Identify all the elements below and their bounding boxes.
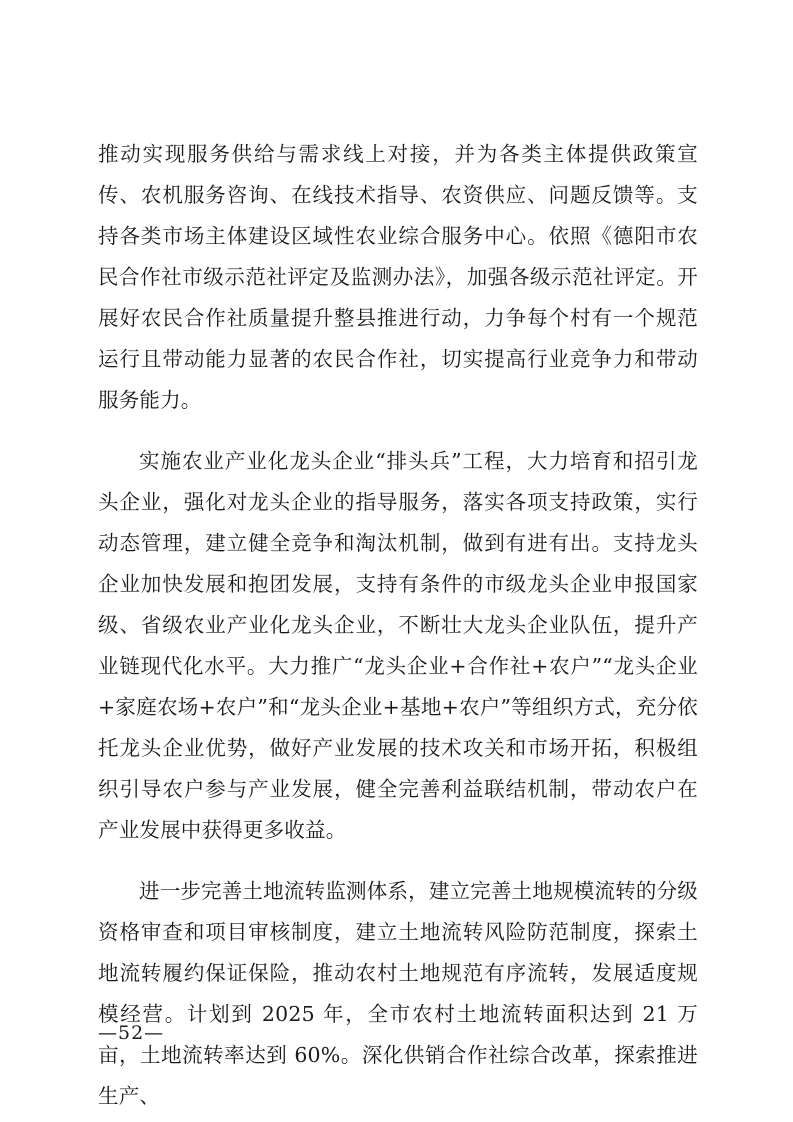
body-paragraph-1: 推动实现服务供给与需求线上对接，并为各类主体提供政策宣传、农机服务咨询、在线技术指导、农资供应、问题反馈等。支持各类市场主体建设区域性农业综合服务中心。依照《德阳市农民合作社市级示范社评定及监测办法》，加强各级示范社评定。开展好农民合作社质量提升整县推进行动，力争每个村有一个规范运行且带动能力显著的农民合作社，切实提高行业竞争力和带动服务能力。 bbox=[98, 142, 698, 412]
body-paragraph-3: 进一步完善土地流转监测体系，建立完善土地规模流转的分级资格审查和项目审核制度，建立土地流转风险防范制度，探索土地流转履约保证保险，推动农村土地规范有序流转，发展适度规模经营。计划到 2025 年，全市农村土地流转面积达到 21 万亩，土地流转率达到 60%。深化供销合作社综合改革，探索推进生产、 bbox=[98, 879, 698, 1108]
body-paragraph-2: 实施农业产业化龙头企业“排头兵”工程，大力培育和招引龙头企业，强化对龙头企业的指导服务，落实各项支持政策，实行动态管理，建立健全竞争和淘汰机制，做到有进有出。支持龙头企业加快发展和抱团发展，支持有条件的市级龙头企业申报国家级、省级农业产业化龙头企业，不断壮大龙头企业队伍，提升产业链现代化水平。大力推广“龙头企业+合作社+农户”“龙头企业+家庭农场+农户”和“龙头企业+基地+农户”等组织方式，充分依托龙头企业优势，做好产业发展的技术攻关和市场开拓，积极组织引导农户参与产业发展，健全完善利益联结机制，带动农户在产业发展中获得更多收益。 bbox=[98, 449, 698, 842]
page-number: —52— bbox=[98, 1022, 165, 1044]
paragraph-spacer bbox=[98, 427, 698, 441]
page-body bbox=[98, 134, 698, 1122]
paragraph-spacer bbox=[98, 857, 698, 871]
